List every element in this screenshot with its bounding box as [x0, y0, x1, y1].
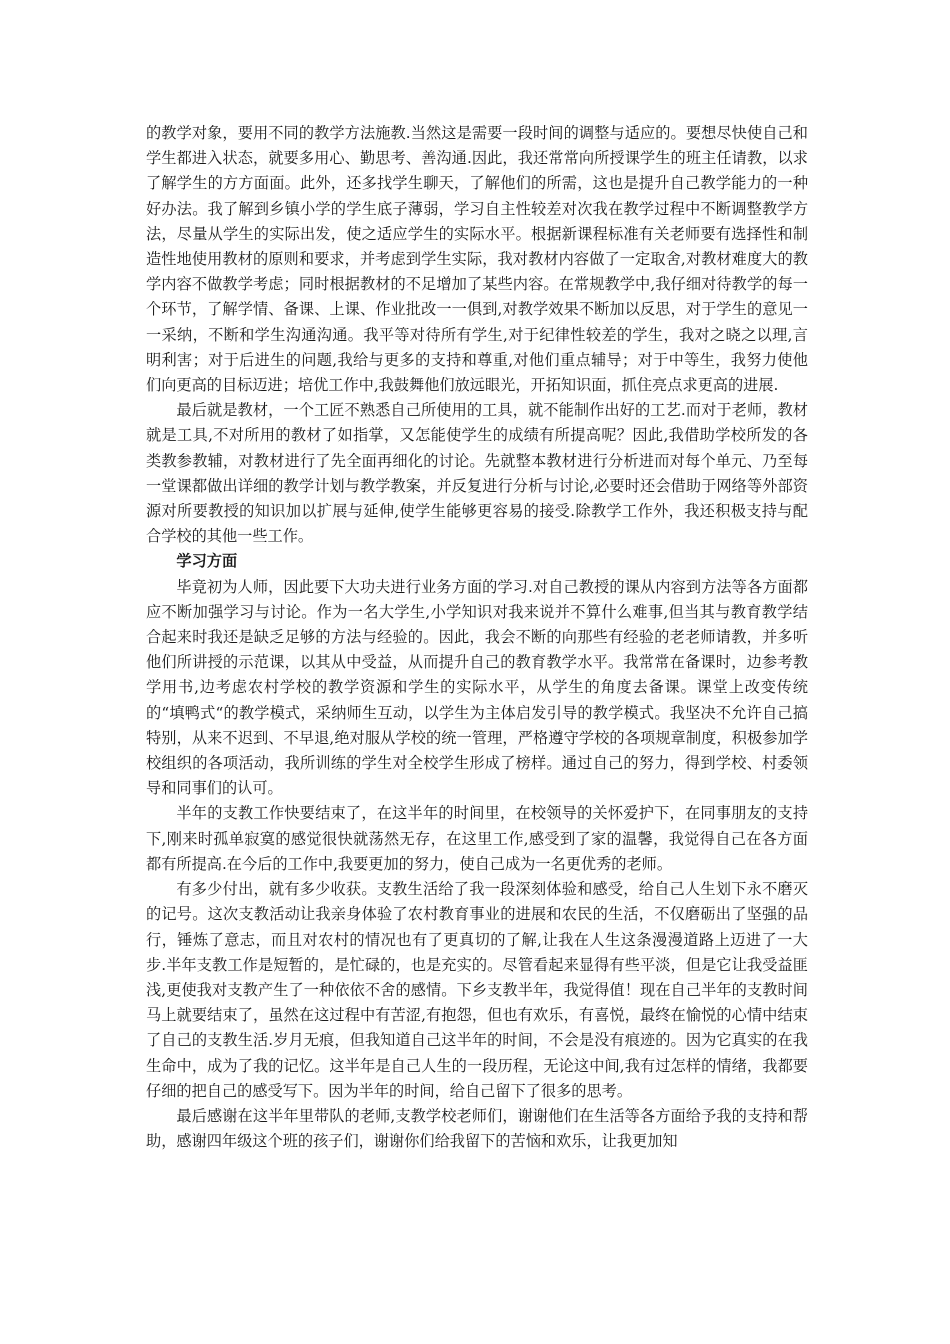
paragraph-reflection: 有多少付出，就有多少收获。支教生活给了我一段深刻体验和感受，给自己人生划下永不磨灭的记号。这次支教活动让我亲身体验了农村教育事业的进展和农民的生活，不仅磨砺出了坚强的品行，锤炼了意志，而且对农村的情况也有了更真切的了解,让我在人生这条漫漫道路上迈进了一大步.半年支教工作是短暂的，是忙碌的，也是充实的。尽管看起来显得有些平淡，但是它让我受益匪浅,更使我对支教产生了一种依依不舍的感情。下乡支教半年，我觉得值！现在自己半年的支教时间马上就要结束了，虽然在这过程中有苦涩,有抱怨，但也有欢乐，有喜悦，最终在愉悦的心情中结束了自己的支教生活.岁月无痕，但我知道自己这半年的时间，不会是没有痕迹的。因为它真实的在我生命中，成为了我的记忆。这半年是自己人生的一段历程，无论这中间,我有过怎样的情绪，我都要仔细的把自己的感受写下。因为半年的时间，给自己留下了很多的思考。 [146, 880, 808, 1100]
paragraph-teaching-methods: 的教学对象，要用不同的教学方法施教.当然这是需要一段时间的调整与适应的。要想尽快使自己和学生都进入状态，就要多用心、勤思考、善沟通.因此，我还常常向所授课学生的班主任请教，以求了解学生的方方面面。此外，还多找学生聊天，了解他们的所需，这也是提升自己教学能力的一种好办法。我了解到乡镇小学的学生底子薄弱，学习自主性较差对次我在教学过程中不断调整教学方法，尽量从学生的实际出发，使之适应学生的实际水平。根据新课程标准有关老师要有选择性和制造性地使用教材的原则和要求，并考虑到学生实际，我对教材内容做了一定取舍,对教材难度大的教学内容不做教学考虑；同时根据教材的不足增加了某些内容。在常规教学中,我仔细对待教学的每一个环节，了解学情、备课、上课、作业批改一一俱到,对教学效果不断加以反思，对于学生的意见一一采纳，不断和学生沟通沟通。我平等对待所有学生,对于纪律性较差的学生，我对之晓之以理,言明利害；对于后进生的问题,我给与更多的支持和尊重,对他们重点辅导；对于中等生，我努力使他们向更高的目标迈进；培优工作中,我鼓舞他们放远眼光，开拓知识面，抓住亮点求更高的进展. [146, 124, 808, 395]
document-body [146, 121, 808, 1154]
paragraph-textbooks: 最后就是教材，一个工匠不熟悉自己所使用的工具，就不能制作出好的工艺.而对于老师，教材就是工具,不对所用的教材了如指掌，又怎能使学生的成绩有所提高呢？因此,我借助学校所发的各类教参教辅，对教材进行了先全面再细化的讨论。先就整本教材进行分析进而对每个单元、乃至每一堂课都做出详细的教学计划与教学教案，并反复进行分析与讨论,必要时还会借助于网络等外部资源对所要教授的知识加以扩展与延伸,使学生能够更容易的接受.除教学工作外，我还积极支持与配合学校的其他一些工作。 [146, 401, 808, 546]
section-heading-study: 学习方面 [176, 552, 238, 571]
paragraph-acknowledgements: 最后感谢在这半年里带队的老师,支教学校老师们，谢谢他们在生活等各方面给予我的支持和帮助，感谢四年级这个班的孩子们，谢谢你们给我留下的苦恼和欢乐，让我更加知 [146, 1106, 808, 1151]
paragraph-half-year-summary: 半年的支教工作快要结束了，在这半年的时间里，在校领导的关怀爱护下，在同事朋友的支持下,刚来时孤单寂寞的感觉很快就荡然无存，在这里工作,感受到了家的温馨，我觉得自己在各方面都有所提高.在今后的工作中,我要更加的努力，使自己成为一名更优秀的老师。 [146, 804, 808, 873]
paragraph-professional-study: 毕竟初为人师，因此要下大功夫进行业务方面的学习.对自己教授的课从内容到方法等各方面都应不断加强学习与讨论。作为一名大学生,小学知识对我来说并不算什么难事,但当其与教育教学结合起来时我还是缺乏足够的方法与经验的。因此，我会不断的向那些有经验的老老师请教，并多听他们所讲授的示范课，以其从中受益，从而提升自己的教育教学水平。我常常在备课时，边参考教学用书,边考虑农村学校的教学资源和学生的实际水平，从学生的角度去备课。课堂上改变传统的“填鸭式“的教学模式，采纳师生互动，以学生为主体启发引导的教学模式。我坚决不允许自己搞特别，从来不迟到、不早退,绝对服从学校的统一管理，严格遵守学校的各项规章制度，积极参加学校组织的各项活动，我所训练的学生对全校学生形成了榜样。通过自己的努力，得到学校、村委领导和同事们的认可。 [146, 577, 808, 798]
